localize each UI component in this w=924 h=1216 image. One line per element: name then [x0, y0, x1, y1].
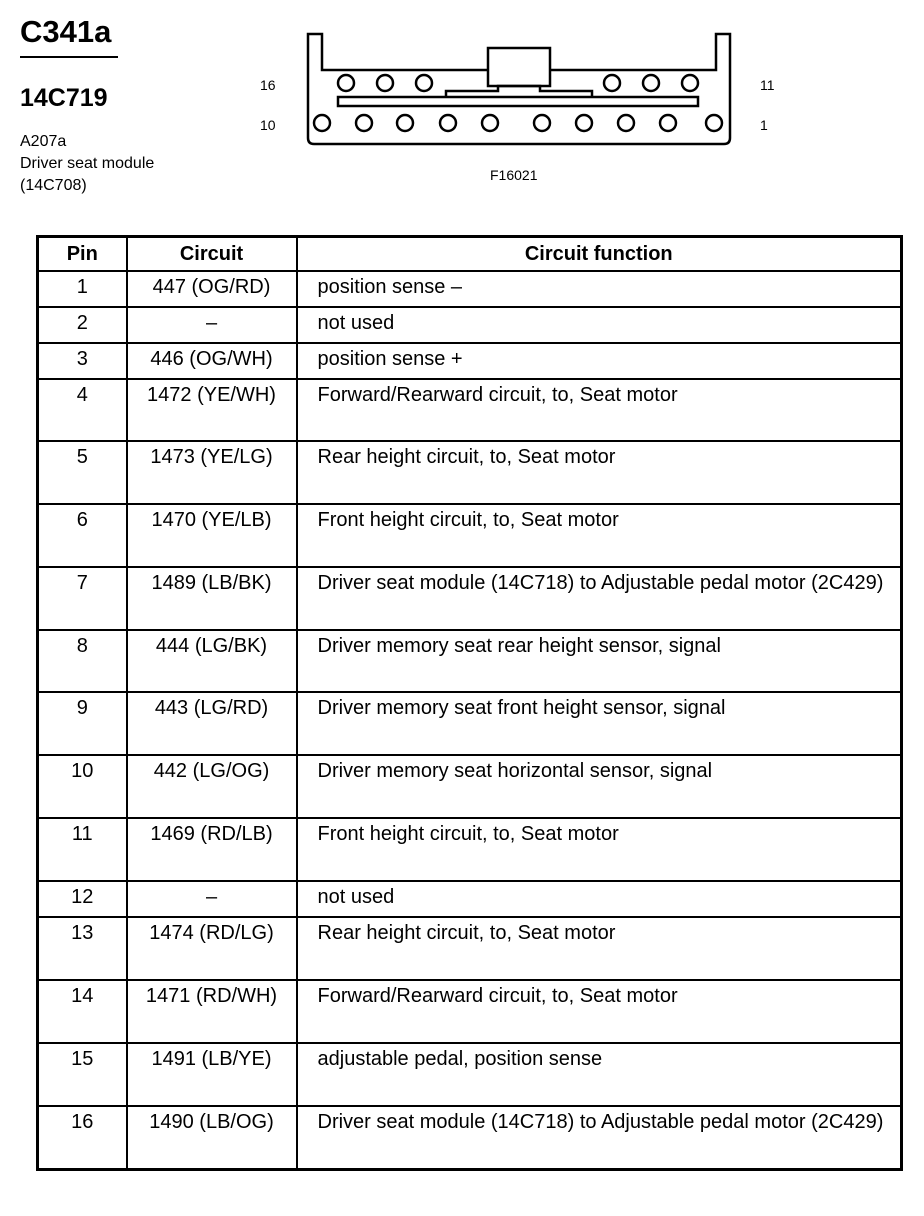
table-row [38, 881, 902, 917]
pin-cell: 9 [38, 692, 127, 755]
table-row [38, 567, 902, 630]
circuit-cell: 443 (LG/RD) [127, 692, 297, 755]
function-cell: Front height circuit, to, Seat motor [297, 504, 902, 567]
pin-label-16: 16 [260, 77, 276, 93]
pin-cell: 16 [38, 1106, 127, 1170]
bottom-row-cavity-6 [534, 115, 550, 131]
function-cell: Driver memory seat horizontal sensor, signal [297, 755, 902, 818]
table-row [38, 343, 902, 379]
table-row [38, 917, 902, 980]
circuit-cell: 1471 (RD/WH) [127, 980, 297, 1043]
pin-label-10: 10 [260, 117, 276, 133]
function-cell: Driver seat module (14C718) to Adjustable pedal motor (2C429) [297, 1106, 902, 1170]
pin-cell: 5 [38, 441, 127, 504]
top-row-cavity-6 [682, 75, 698, 91]
circuit-cell: 446 (OG/WH) [127, 343, 297, 379]
pin-cell: 6 [38, 504, 127, 567]
pin-cell: 15 [38, 1043, 127, 1106]
connector-latch [488, 48, 550, 86]
circuit-cell: – [127, 881, 297, 917]
circuit-cell: 447 (OG/RD) [127, 271, 297, 307]
pin-label-1: 1 [760, 117, 768, 133]
top-row-cavity-1 [338, 75, 354, 91]
circuit-cell: 1489 (LB/BK) [127, 567, 297, 630]
table-row [38, 630, 902, 692]
pinout-table [36, 235, 903, 1171]
connector-face-diagram [250, 26, 790, 152]
circuit-cell: 1490 (LB/OG) [127, 1106, 297, 1170]
component-name: Driver seat module [20, 155, 155, 172]
table-row [38, 1043, 902, 1106]
function-cell: position sense + [297, 343, 902, 379]
function-cell: adjustable pedal, position sense [297, 1043, 902, 1106]
circuit-cell: 1473 (YE/LG) [127, 441, 297, 504]
circuit-cell: 1470 (YE/LB) [127, 504, 297, 567]
connector-divider-bar [338, 97, 698, 106]
pin-label-11: 11 [760, 77, 775, 93]
pin-cell: 2 [38, 307, 127, 343]
pin-cell: 3 [38, 343, 127, 379]
function-cell: position sense – [297, 271, 902, 307]
function-cell: Rear height circuit, to, Seat motor [297, 441, 902, 504]
latch-step [446, 86, 592, 96]
top-row-cavity-3 [416, 75, 432, 91]
table-row [38, 692, 902, 755]
top-row-cavity-4 [604, 75, 620, 91]
table-row [38, 307, 902, 343]
part-number: 14C719 [20, 84, 108, 112]
bottom-row-cavity-10 [706, 115, 722, 131]
circuit-cell: 1491 (LB/YE) [127, 1043, 297, 1106]
function-cell: Driver seat module (14C718) to Adjustable pedal motor (2C429) [297, 567, 902, 630]
pin-cell: 4 [38, 379, 127, 441]
circuit-cell: – [127, 307, 297, 343]
function-cell: Driver memory seat rear height sensor, signal [297, 630, 902, 692]
column-header-pin: Pin [38, 237, 127, 272]
pin-cell: 14 [38, 980, 127, 1043]
table-row [38, 818, 902, 881]
function-cell: Forward/Rearward circuit, to, Seat motor [297, 379, 902, 441]
circuit-cell: 1472 (YE/WH) [127, 379, 297, 441]
function-cell: Forward/Rearward circuit, to, Seat motor [297, 980, 902, 1043]
pin-cell: 10 [38, 755, 127, 818]
table-row [38, 504, 902, 567]
bottom-row-cavity-9 [660, 115, 676, 131]
top-row-cavity-2 [377, 75, 393, 91]
bottom-row-cavity-8 [618, 115, 634, 131]
function-cell: not used [297, 881, 902, 917]
component-part-number: (14C708) [20, 177, 87, 194]
column-header-circuit: Circuit [127, 237, 297, 272]
table-row [38, 379, 902, 441]
title-underline [20, 56, 118, 58]
function-cell: Front height circuit, to, Seat motor [297, 818, 902, 881]
bottom-row-cavity-1 [314, 115, 330, 131]
function-cell: not used [297, 307, 902, 343]
pin-cell: 1 [38, 271, 127, 307]
bottom-row-cavity-7 [576, 115, 592, 131]
table-row [38, 271, 902, 307]
bottom-row-cavity-5 [482, 115, 498, 131]
bottom-row-cavity-2 [356, 115, 372, 131]
pin-cell: 12 [38, 881, 127, 917]
bottom-row-cavity-4 [440, 115, 456, 131]
bottom-row-cavities [314, 115, 722, 131]
function-cell: Rear height circuit, to, Seat motor [297, 917, 902, 980]
pin-cell: 8 [38, 630, 127, 692]
table-row [38, 1106, 902, 1170]
circuit-cell: 1469 (RD/LB) [127, 818, 297, 881]
table-row [38, 755, 902, 818]
pin-cell: 13 [38, 917, 127, 980]
top-row-cavity-5 [643, 75, 659, 91]
circuit-cell: 444 (LG/BK) [127, 630, 297, 692]
pin-cell: 7 [38, 567, 127, 630]
figure-id: F16021 [490, 167, 538, 183]
pin-cell: 11 [38, 818, 127, 881]
column-header-function: Circuit function [297, 237, 902, 272]
table-header-row [38, 237, 902, 272]
location-code: A207a [20, 133, 67, 150]
table-row [38, 441, 902, 504]
table-row [38, 980, 902, 1043]
connector-id: C341a [20, 14, 112, 49]
circuit-cell: 442 (LG/OG) [127, 755, 297, 818]
circuit-cell: 1474 (RD/LG) [127, 917, 297, 980]
function-cell: Driver memory seat front height sensor, signal [297, 692, 902, 755]
bottom-row-cavity-3 [397, 115, 413, 131]
